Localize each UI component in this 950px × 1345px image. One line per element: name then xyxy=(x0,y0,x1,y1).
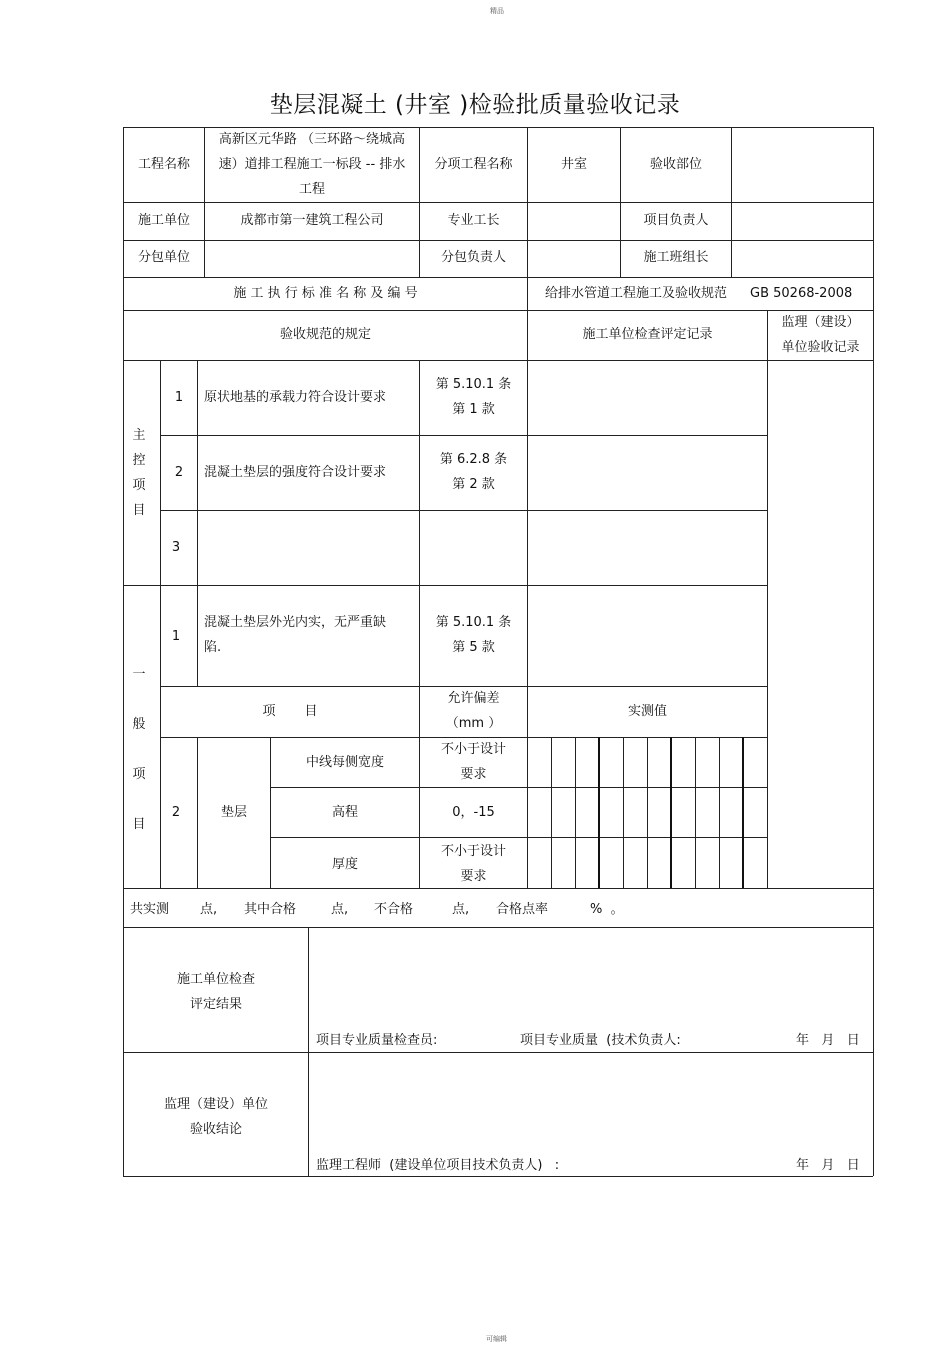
check-row-tolerance: 要求 xyxy=(460,869,487,884)
supervisor-header-line: 监理（建设） xyxy=(781,315,860,330)
summary-total: 共实测 xyxy=(130,902,170,917)
header-watermark: 精品 xyxy=(490,7,504,15)
measure-grid-line xyxy=(598,737,600,888)
main-item-clause: 第 1 款 xyxy=(452,402,495,417)
document-title: 垫层混凝土 (井室 )检验批质量验收记录 xyxy=(269,92,681,118)
general-items-label: 一般项目 xyxy=(132,667,146,832)
contractor-result-label: 评定结果 xyxy=(189,997,242,1012)
summary-unqualified: 不合格 xyxy=(374,902,414,917)
supervisor-result-label: 监理（建设）单位 xyxy=(163,1097,268,1112)
check-row-name: 中线每侧宽度 xyxy=(305,755,384,770)
main-control-label: 主控项目 xyxy=(132,428,146,518)
col-divider xyxy=(731,127,732,277)
measure-grid-line xyxy=(695,737,696,888)
general-item-no: 2 xyxy=(171,805,181,820)
supervisor-result-label: 验收结论 xyxy=(189,1122,242,1137)
check-row-name: 高程 xyxy=(331,805,358,820)
main-item-no: 2 xyxy=(174,465,184,480)
subitem-label: 分项工程名称 xyxy=(434,157,513,172)
check-row-tolerance: 不小于设计 xyxy=(440,742,506,757)
quality-inspector-signature: 项目专业质量检查员: xyxy=(316,1033,438,1048)
summary-rate: 合格点率 xyxy=(496,902,549,917)
main-item-text: 原状地基的承载力符合设计要求 xyxy=(204,390,387,405)
contractor-date: 年 月 日 xyxy=(796,1033,860,1048)
contractor-result-label: 施工单位检查 xyxy=(176,972,255,987)
check-row-name: 厚度 xyxy=(331,857,358,872)
project-name-line: 速）道排工程施工一标段 -- 排水 xyxy=(218,157,406,172)
main-item-no: 3 xyxy=(171,540,181,555)
summary-percent: % 。 xyxy=(590,902,624,917)
measure-grid-line xyxy=(742,737,744,888)
measure-grid-line xyxy=(575,737,576,888)
row-divider xyxy=(123,240,873,241)
summary-points: 点, xyxy=(200,902,218,917)
main-item-clause: 第 6.2.8 条 xyxy=(439,452,508,467)
supervisor-date: 年 月 日 xyxy=(796,1158,860,1173)
subitem-value: 井室 xyxy=(560,157,587,172)
foreman-label: 专业工长 xyxy=(447,213,500,228)
measure-grid-line xyxy=(623,737,624,888)
row-divider xyxy=(123,1052,873,1053)
check-row-tolerance: 0，-15 xyxy=(452,805,495,820)
general-item-no: 1 xyxy=(171,629,181,644)
supervisor-engineer-signature: 监理工程师 (建设单位项目技术负责人) : xyxy=(316,1158,560,1173)
row-divider xyxy=(160,510,768,511)
col-divider xyxy=(197,360,198,686)
table-border-right xyxy=(873,127,874,1176)
contractor-label: 施工单位 xyxy=(137,213,190,228)
row-divider xyxy=(270,837,768,838)
main-item-clause: 第 5.10.1 条 xyxy=(435,377,512,392)
general-item-text: 混凝土垫层外光内实，无严重缺 xyxy=(204,615,387,630)
row-divider xyxy=(123,310,873,311)
standard-label: 施 工 执 行 标 准 名 称 及 编 号 xyxy=(233,286,418,301)
general-item-clause: 第 5 款 xyxy=(452,640,495,655)
summary-points: 点, xyxy=(331,902,349,917)
project-name-line: 高新区元华路 （三环路～绕城高 xyxy=(218,132,406,147)
measured-header: 实测值 xyxy=(627,704,667,719)
row-divider xyxy=(123,360,873,361)
main-item-clause: 第 2 款 xyxy=(452,477,495,492)
subcontractor-label: 分包单位 xyxy=(137,250,190,265)
tolerance-header: （mm ） xyxy=(445,716,502,731)
general-item-clause: 第 5.10.1 条 xyxy=(435,615,512,630)
row-divider xyxy=(123,277,873,278)
summary-points: 点, xyxy=(452,902,470,917)
col-divider xyxy=(527,360,528,888)
main-item-no: 1 xyxy=(174,390,184,405)
footer-watermark: 可编辑 xyxy=(486,1335,507,1343)
contractor-check-header: 施工单位检查评定记录 xyxy=(582,327,713,342)
project-name-label: 工程名称 xyxy=(137,157,190,172)
row-divider xyxy=(123,927,873,928)
col-divider xyxy=(308,927,309,1176)
sub-manager-label: 分包负责人 xyxy=(440,250,506,265)
tolerance-header: 允许偏差 xyxy=(447,691,500,706)
row-divider xyxy=(270,787,768,788)
col-divider xyxy=(527,277,528,360)
measure-grid-line xyxy=(670,737,672,888)
measure-grid-line xyxy=(551,737,552,888)
contractor-value: 成都市第一建筑工程公司 xyxy=(240,213,384,228)
check-row-tolerance: 不小于设计 xyxy=(440,844,506,859)
spec-header: 验收规范的规定 xyxy=(279,327,371,342)
team-leader-label: 施工班组长 xyxy=(643,250,709,265)
measure-grid-line xyxy=(719,737,720,888)
tech-lead-signature: 项目专业质量 (技术负责人: xyxy=(520,1033,681,1048)
row-divider xyxy=(123,585,768,586)
main-item-text: 混凝土垫层的强度符合设计要求 xyxy=(204,465,387,480)
standard-value: 给排水管道工程施工及验收规范 xyxy=(545,286,728,301)
project-name-line: 工程 xyxy=(298,182,325,197)
item-column-header: 项 目 xyxy=(262,704,318,719)
summary-qualified: 其中合格 xyxy=(244,902,297,917)
measure-grid-line xyxy=(647,737,648,888)
col-divider xyxy=(767,360,768,888)
check-row-tolerance: 要求 xyxy=(460,767,487,782)
row-divider xyxy=(160,435,768,436)
acceptance-part-label: 验收部位 xyxy=(649,157,702,172)
supervisor-header-line: 单位验收记录 xyxy=(781,340,860,355)
general-item-text: 陷. xyxy=(204,640,222,655)
cushion-layer-label: 垫层 xyxy=(220,805,247,820)
standard-code: GB 50268-2008 xyxy=(750,286,853,301)
project-manager-label: 项目负责人 xyxy=(643,213,709,228)
row-divider xyxy=(123,202,873,203)
col-divider xyxy=(527,127,528,277)
